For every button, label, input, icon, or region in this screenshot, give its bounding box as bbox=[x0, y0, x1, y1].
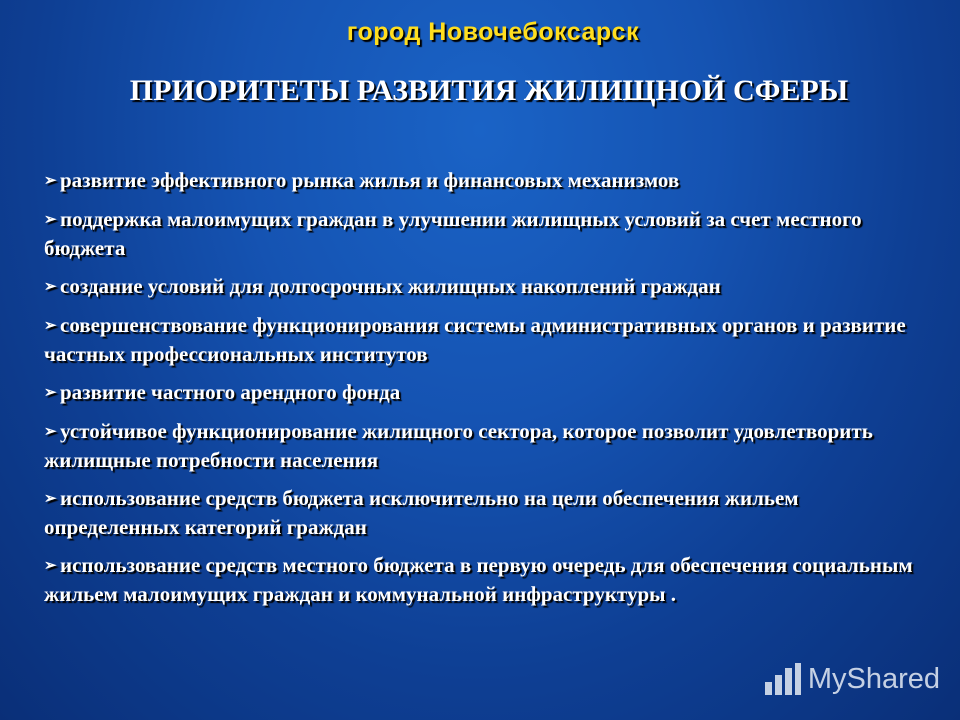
right-arrow-bullet-icon: ➢ bbox=[44, 558, 57, 574]
priorities-list bbox=[44, 166, 934, 618]
list-item bbox=[44, 378, 934, 407]
right-arrow-bullet-icon: ➢ bbox=[44, 318, 57, 334]
right-arrow-bullet-icon: ➢ bbox=[44, 491, 57, 507]
list-item-text: поддержка малоимущих граждан в улучшении жилищных условий за счет местного бюджета bbox=[44, 207, 862, 260]
list-item-text: совершенствование функционирования системы административных органов и развитие частных профессиональных институтов bbox=[44, 313, 906, 366]
list-item-text: развитие частного арендного фонда bbox=[60, 380, 401, 404]
slide-title: ПРИОРИТЕТЫ РАЗВИТИЯ ЖИЛИЩНОЙ СФЕРЫ bbox=[129, 74, 849, 107]
list-item bbox=[44, 272, 934, 301]
watermark bbox=[764, 662, 940, 696]
right-arrow-bullet-icon: ➢ bbox=[44, 424, 57, 440]
list-item-text: использование средств местного бюджета в первую очередь для обеспечения социальным жильем малоимущих граждан и коммунальной инфраструктуры . bbox=[44, 553, 913, 606]
list-item bbox=[44, 205, 934, 262]
watermark-text: MyShared bbox=[807, 662, 940, 695]
list-item-text: устойчивое функционирование жилищного сектора, которое позволит удовлетворить жилищные потребности населения bbox=[44, 419, 873, 472]
right-arrow-bullet-icon: ➢ bbox=[44, 385, 57, 401]
right-arrow-bullet-icon: ➢ bbox=[44, 173, 57, 189]
list-item bbox=[44, 417, 934, 474]
right-arrow-bullet-icon: ➢ bbox=[44, 279, 57, 295]
city-heading: город Новочебоксарск bbox=[346, 18, 640, 46]
list-item-text: создание условий для долгосрочных жилищных накоплений граждан bbox=[60, 274, 721, 298]
list-item-text: использование средств бюджета исключительно на цели обеспечения жильем определенных категорий граждан bbox=[44, 486, 799, 539]
list-item-text: развитие эффективного рынка жилья и финансовых механизмов bbox=[60, 168, 680, 192]
list-item bbox=[44, 551, 934, 608]
list-item bbox=[44, 311, 934, 368]
right-arrow-bullet-icon: ➢ bbox=[44, 212, 57, 228]
list-item bbox=[44, 166, 934, 195]
bar-chart-icon bbox=[764, 662, 802, 696]
list-item bbox=[44, 484, 934, 541]
